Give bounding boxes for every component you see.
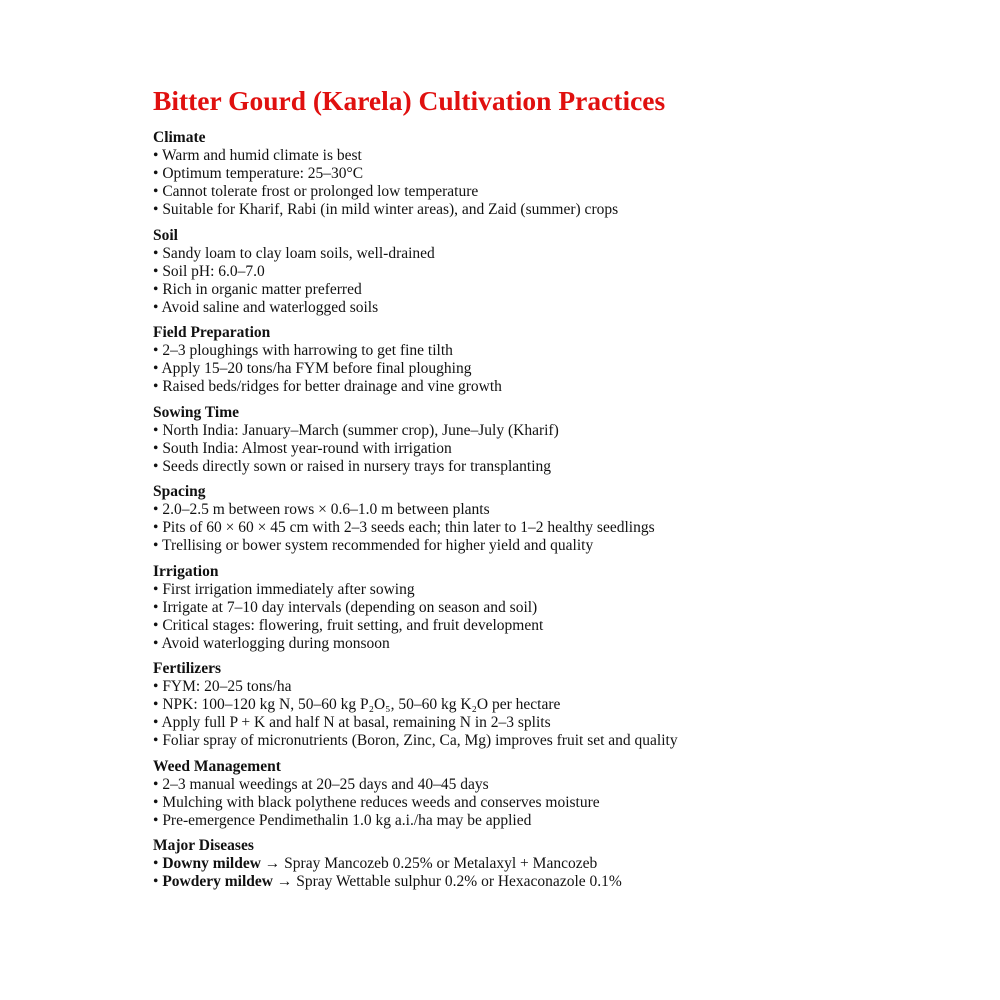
bullet-item — [153, 165, 973, 183]
section-heading: Soil — [153, 226, 178, 244]
bullet-text: Pre-emergence Pendimethalin 1.0 kg a.i./ha may be applied — [162, 811, 532, 829]
section-heading: Weed Management — [153, 757, 281, 775]
bullet-item — [153, 812, 973, 830]
section-heading: Irrigation — [153, 562, 219, 580]
bullet-text: 2.0–2.5 m between rows × 0.6–1.0 m between plants — [162, 501, 490, 518]
bullet-mark: • — [153, 519, 159, 536]
disease-name: Downy mildew — [162, 855, 261, 872]
bullet-text: Avoid saline and waterlogged soils — [161, 298, 379, 316]
bullet-mark: • — [153, 183, 159, 200]
bullet-item — [153, 342, 973, 360]
bullet-text: Trellising or bower system recommended for higher yield and quality — [162, 537, 594, 554]
disease-name: Powdery mildew — [162, 873, 273, 890]
section-soil — [153, 227, 973, 317]
bullet-item — [153, 201, 973, 219]
bullet-item — [153, 635, 973, 653]
bullet-item — [153, 299, 973, 317]
bullet-mark: • — [153, 501, 159, 518]
bullet-item — [153, 696, 973, 714]
section-weed-management — [153, 758, 973, 830]
bullet-item — [153, 519, 973, 537]
bullet-text: Soil pH: 6.0–7.0 — [162, 262, 265, 280]
bullet-text: 2–3 ploughings with harrowing to get fine tilth — [162, 342, 453, 359]
bullet-item — [153, 873, 973, 891]
section-heading: Major Diseases — [153, 837, 254, 854]
bullet-item — [153, 281, 973, 299]
bullet-mark: • — [153, 244, 159, 262]
section-heading: Fertilizers — [153, 660, 221, 677]
section-heading: Sowing Time — [153, 403, 239, 421]
bullet-text: Apply 15–20 tons/ha FYM before final ploughing — [161, 360, 472, 377]
bullet-mark: • — [153, 811, 159, 829]
bullet-text: FYM: 20–25 tons/ha — [162, 678, 292, 695]
bullet-item — [153, 458, 973, 476]
document-page — [153, 84, 973, 899]
bullet-item — [153, 599, 973, 617]
bullet-text: Rich in organic matter preferred — [162, 280, 362, 298]
disease-treatment: → Spray Mancozeb 0.25% or Metalaxyl + Mancozeb — [264, 855, 598, 872]
bullet-text: First irrigation immediately after sowing — [162, 580, 415, 598]
bullet-item — [153, 581, 973, 599]
section-field-preparation — [153, 324, 973, 396]
bullet-mark: • — [153, 616, 159, 634]
bullet-item — [153, 714, 973, 732]
bullet-mark: • — [153, 439, 159, 457]
bullet-item — [153, 360, 973, 378]
disease-treatment: → Spray Wettable sulphur 0.2% or Hexaconazole 0.1% — [276, 873, 622, 890]
bullet-mark: • — [153, 280, 159, 298]
bullet-item — [153, 855, 973, 873]
bullet-mark: • — [153, 201, 159, 218]
bullet-text: Pits of 60 × 60 × 45 cm with 2–3 seeds each; thin later to 1–2 healthy seedlings — [162, 519, 655, 536]
bullet-text: Foliar spray of micronutrients (Boron, Zinc, Ca, Mg) improves fruit set and quality — [162, 732, 678, 749]
bullet-mark: • — [153, 262, 159, 280]
bullet-mark: • — [153, 598, 159, 616]
bullet-item — [153, 422, 973, 440]
bullet-text: Cannot tolerate frost or prolonged low temperature — [162, 183, 479, 200]
section-irrigation — [153, 563, 973, 653]
bullet-mark: • — [153, 855, 159, 872]
bullet-item — [153, 378, 973, 396]
sections-container — [153, 129, 973, 891]
section-climate — [153, 129, 973, 219]
bullet-text: 2–3 manual weedings at 20–25 days and 40–45 days — [162, 775, 489, 793]
bullet-mark: • — [153, 378, 159, 395]
bullet-text: Warm and humid climate is best — [162, 147, 362, 164]
bullet-mark: • — [153, 714, 159, 731]
section-heading: Spacing — [153, 483, 206, 500]
bullet-item — [153, 263, 973, 281]
bullet-item — [153, 678, 973, 696]
section-heading: Field Preparation — [153, 324, 271, 341]
bullet-mark: • — [153, 537, 159, 554]
bullet-mark: • — [153, 732, 159, 749]
page-title: Bitter Gourd (Karela) Cultivation Practices — [153, 85, 666, 116]
bullet-mark: • — [153, 421, 159, 439]
bullet-text: North India: January–March (summer crop), June–July (Kharif) — [162, 421, 559, 439]
bullet-text: Sandy loam to clay loam soils, well-drained — [162, 244, 435, 262]
bullet-text: Seeds directly sown or raised in nursery trays for transplanting — [162, 457, 552, 475]
bullet-item — [153, 440, 973, 458]
bullet-item — [153, 794, 973, 812]
bullet-text: Raised beds/ridges for better drainage and vine growth — [162, 378, 502, 395]
bullet-item — [153, 617, 973, 635]
bullet-mark: • — [153, 360, 159, 377]
bullet-item — [153, 537, 973, 555]
bullet-text: NPK: 100–120 kg N, 50–60 kg P₂O₅, 50–60 kg K₂O per hectare — [162, 696, 561, 713]
bullet-mark: • — [153, 873, 159, 890]
bullet-item — [153, 732, 973, 750]
bullet-mark: • — [153, 147, 159, 164]
bullet-text: Optimum temperature: 25–30°C — [162, 165, 364, 182]
bullet-text: Irrigate at 7–10 day intervals (depending on season and soil) — [162, 598, 538, 616]
bullet-mark: • — [153, 775, 159, 793]
bullet-text: Mulching with black polythene reduces weeds and conserves moisture — [162, 793, 600, 811]
bullet-item — [153, 776, 973, 794]
section-spacing — [153, 483, 973, 555]
bullet-mark: • — [153, 457, 159, 475]
bullet-text: Avoid waterlogging during monsoon — [161, 634, 390, 652]
bullet-item — [153, 245, 973, 263]
section-major-diseases — [153, 837, 973, 891]
section-sowing-time — [153, 404, 973, 476]
bullet-text: South India: Almost year-round with irrigation — [162, 439, 452, 457]
bullet-mark: • — [153, 793, 159, 811]
bullet-mark: • — [153, 634, 159, 652]
bullet-mark: • — [153, 298, 159, 316]
bullet-item — [153, 147, 973, 165]
section-fertilizers — [153, 660, 973, 750]
bullet-item — [153, 183, 973, 201]
bullet-text: Critical stages: flowering, fruit setting, and fruit development — [162, 616, 544, 634]
section-heading: Climate — [153, 129, 206, 146]
bullet-mark: • — [153, 342, 159, 359]
bullet-item — [153, 501, 973, 519]
bullet-mark: • — [153, 580, 159, 598]
bullet-text: Suitable for Kharif, Rabi (in mild winter areas), and Zaid (summer) crops — [162, 201, 619, 218]
bullet-text: Apply full P + K and half N at basal, remaining N in 2–3 splits — [161, 714, 551, 731]
bullet-mark: • — [153, 165, 159, 182]
bullet-mark: • — [153, 678, 159, 695]
bullet-mark: • — [153, 696, 159, 713]
